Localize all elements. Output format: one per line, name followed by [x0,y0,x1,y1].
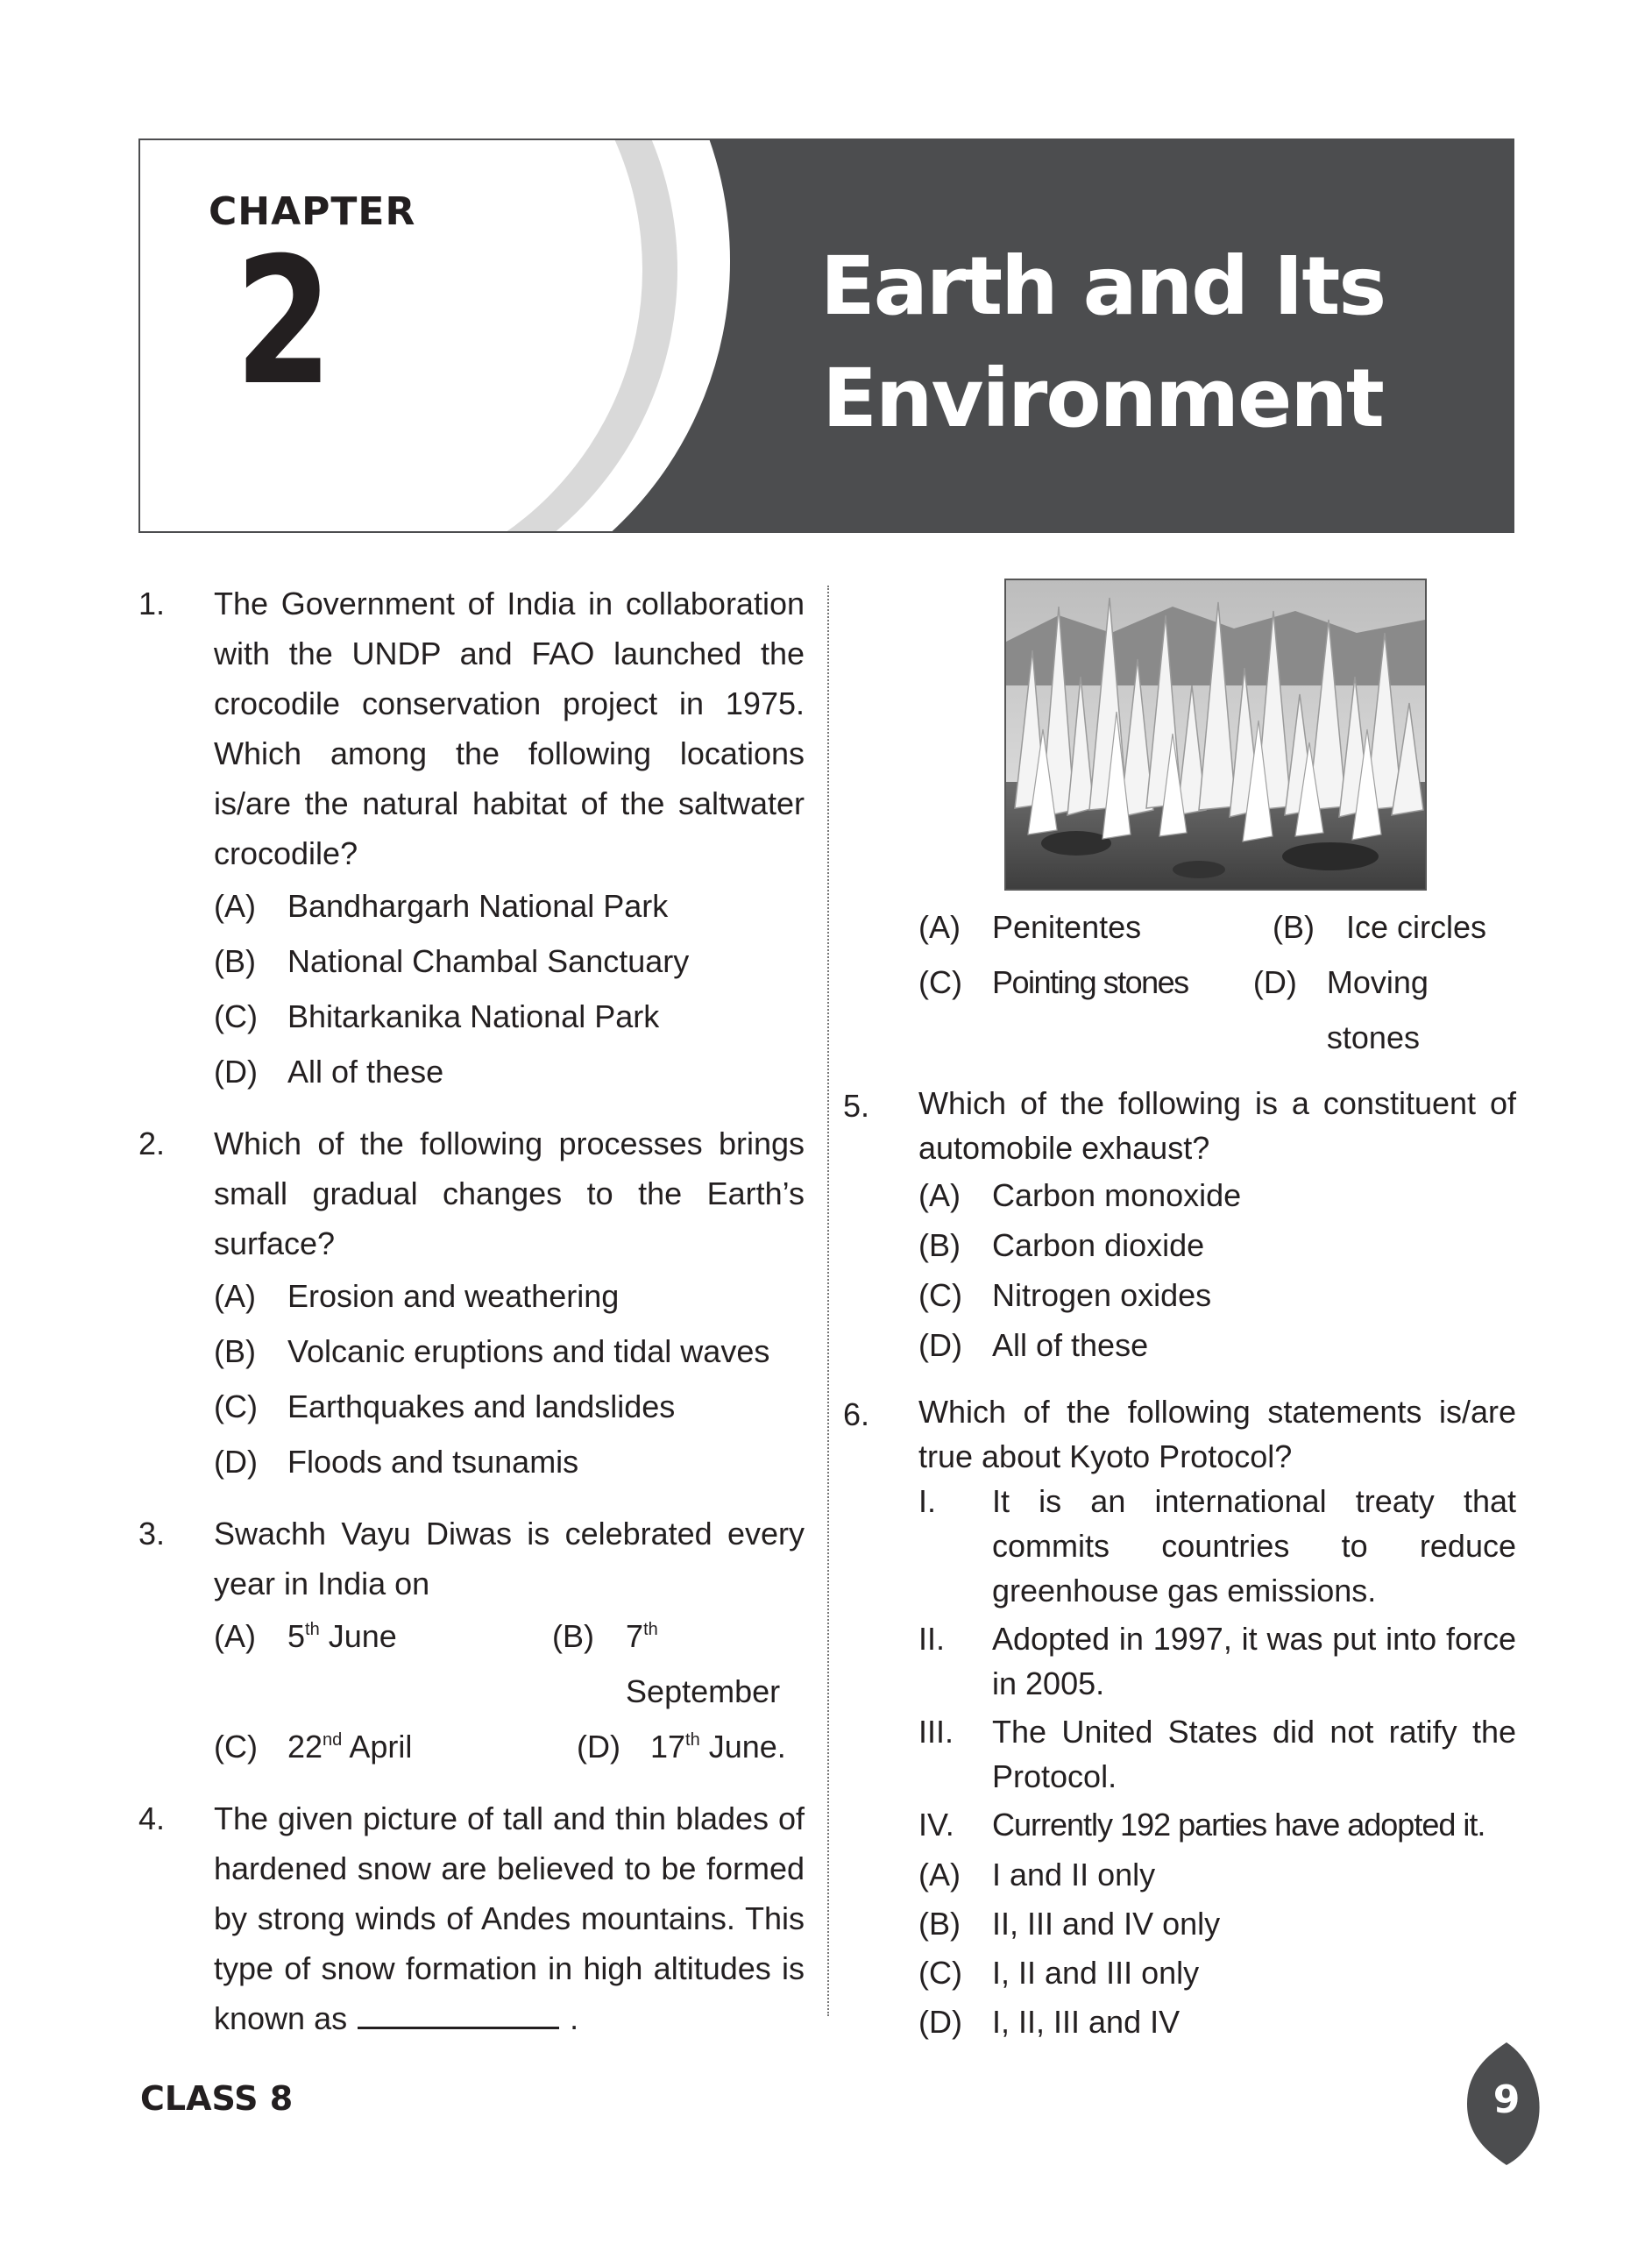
option-d[interactable] [214,1044,805,1099]
option-text [650,1729,786,1765]
question-end-punct: . [570,2000,579,2036]
question-5 [843,1081,1516,1370]
chapter-title-line-1: Earth and Its [819,239,1386,333]
option-day: 5 [287,1618,306,1654]
option-day: 22 [287,1729,323,1765]
question-number: 3. [138,1516,166,1552]
question-1 [138,579,805,1099]
option-b[interactable] [214,934,805,989]
statement-text: Currently 192 parties have adopted it. [992,1807,1485,1843]
option-letter: (C) [214,998,258,1034]
statement-3 [918,1709,1516,1799]
option-b[interactable] [918,1900,1516,1949]
option-c[interactable] [214,1379,805,1434]
question-number: 1. [138,586,166,621]
option-text: Volcanic eruptions and tidal waves [287,1333,770,1369]
question-number: 6. [843,1396,870,1432]
option-text [287,1618,397,1654]
option-d[interactable] [918,1998,1516,2047]
question-number: 5. [843,1088,870,1124]
option-letter: (D) [918,1327,962,1363]
option-letter: (C) [214,1388,258,1424]
option-month: April [342,1729,413,1765]
option-day: 7 [626,1618,644,1654]
option-text: I, II, III and IV [992,2004,1181,2040]
option-c[interactable] [214,1719,577,1774]
option-month: June [319,1618,397,1654]
option-letter: (D) [214,1054,258,1090]
statement-1 [918,1479,1516,1613]
statement-4 [918,1802,1516,1847]
column-divider [827,586,829,2016]
option-letter: (A) [214,888,256,924]
option-c[interactable] [214,989,805,1044]
question-4-options [843,899,1516,1065]
options-row-1 [214,1608,805,1719]
option-text: National Chambal Sanctuary [287,943,690,979]
right-column [843,579,1516,2066]
question-3 [138,1509,805,1774]
option-month: September [626,1673,781,1709]
option-b[interactable] [918,1220,1516,1270]
option-d[interactable] [214,1434,805,1489]
option-text: Carbon monoxide [992,1177,1242,1213]
question-4 [138,1793,805,2043]
option-text: Earthquakes and landslides [287,1388,676,1424]
option-letter: (A) [214,1618,256,1654]
option-letter: (A) [918,1177,961,1213]
option-text: Ice circles [1346,909,1487,945]
option-month: June. [699,1729,786,1765]
footer-class-label: CLASS 8 [140,2079,294,2118]
option-day: 17 [650,1729,686,1765]
chapter-title-line-2: Environment [822,352,1383,445]
option-text: Bandhargarh National Park [287,888,669,924]
option-letter: (D) [1252,964,1297,1000]
option-d[interactable] [1253,955,1516,1065]
option-letter: (B) [1273,909,1315,945]
chapter-title [761,231,1444,455]
option-ordinal: nd [323,1730,343,1750]
option-letter: (B) [918,1227,961,1263]
option-text: Nitrogen oxides [992,1277,1212,1313]
option-text: Bhitarkanika National Park [287,998,660,1034]
question-2 [138,1118,805,1489]
option-ordinal: th [305,1620,320,1639]
option-letter: (D) [214,1444,258,1480]
question-6 [843,1389,1516,2047]
chapter-banner [138,138,1514,533]
statement-roman: III. [918,1714,954,1750]
question-text: The Government of India in collaboration with the UNDP and FAO launched the crocodile conservation project in 1975. Which among the following locations is/are the natural habitat of the saltwater crocodile? [214,586,805,871]
statement-text: Adopted in 1997, it was put into force in 2005. [992,1621,1516,1701]
question-body: The given picture of tall and thin blades of hardened snow are believed to be formed by strong winds of Andes mountains. This type of snow formation in high altitudes is known as [214,1800,805,2036]
option-letter: (C) [918,964,962,1000]
option-letter: (B) [552,1618,595,1654]
snow-blades-image [1006,580,1425,889]
page-number: 9 [1492,2077,1521,2122]
option-a[interactable] [214,1268,805,1324]
option-letter: (A) [214,1278,256,1314]
option-text: Penitentes [992,909,1142,945]
option-text: I and II only [992,1857,1156,1892]
option-d[interactable] [577,1719,786,1774]
option-text: All of these [287,1054,444,1090]
option-d[interactable] [918,1320,1516,1370]
question-text [214,1793,805,2043]
option-a[interactable] [918,1170,1516,1220]
question-text: Which of the following is a constituent of automobile exhaust? [918,1085,1516,1166]
question-text: Which of the following statements is/are true about Kyoto Protocol? [918,1394,1516,1474]
statement-2 [918,1616,1516,1706]
option-text: Carbon dioxide [992,1227,1205,1263]
option-c[interactable] [918,1270,1516,1320]
option-letter: (C) [918,1955,962,1991]
option-text [287,1729,412,1765]
option-text: Moving stones [1326,964,1429,1055]
option-c[interactable] [918,955,1253,1065]
penitentes-photo [1004,579,1427,891]
option-b[interactable] [214,1324,805,1379]
option-c[interactable] [918,1949,1516,1998]
question-number: 4. [138,1800,166,1836]
statement-text: The United States did not ratify the Protocol. [992,1714,1516,1794]
option-a[interactable] [214,878,805,934]
option-letter: (B) [918,1906,961,1942]
options-row-1 [918,899,1516,955]
option-text: Floods and tsunamis [287,1444,579,1480]
question-number: 2. [138,1126,166,1161]
answer-blank[interactable] [358,2000,559,2029]
statement-roman: IV. [918,1807,954,1843]
option-a[interactable] [918,899,1273,955]
option-text: Erosion and weathering [287,1278,620,1314]
option-letter: (B) [214,1333,256,1369]
option-letter: (A) [918,1857,961,1892]
option-letter: (D) [918,2004,962,2040]
option-b[interactable] [1273,899,1486,955]
left-column [138,579,805,2063]
question-text: Swachh Vayu Diwas is celebrated every year in India on [214,1516,805,1601]
question-text: Which of the following processes brings small gradual changes to the Earth’s surface? [214,1126,805,1261]
statement-roman: I. [918,1483,937,1519]
option-text [626,1618,780,1709]
option-ordinal: th [685,1730,700,1750]
option-a[interactable] [214,1608,552,1719]
options-row-2 [918,955,1516,1065]
option-b[interactable] [552,1608,805,1719]
statement-text: It is an international treaty that commits countries to reduce greenhouse gas emissions. [992,1483,1516,1608]
option-text: All of these [992,1327,1149,1363]
options-row-2 [214,1719,805,1774]
option-text: I, II and III only [992,1955,1200,1991]
option-letter: (C) [214,1729,258,1765]
chapter-number: 2 [235,220,333,424]
chapter-label: CHAPTER [209,189,416,234]
option-letter: (C) [918,1277,962,1313]
option-letter: (D) [577,1729,620,1765]
option-text: Pointing stones [992,964,1188,1000]
statement-roman: II. [918,1621,946,1657]
option-letter: (A) [918,909,961,945]
option-ordinal: th [643,1620,658,1639]
option-text: II, III and IV only [992,1906,1221,1942]
option-letter: (B) [214,943,256,979]
option-a[interactable] [918,1850,1516,1900]
